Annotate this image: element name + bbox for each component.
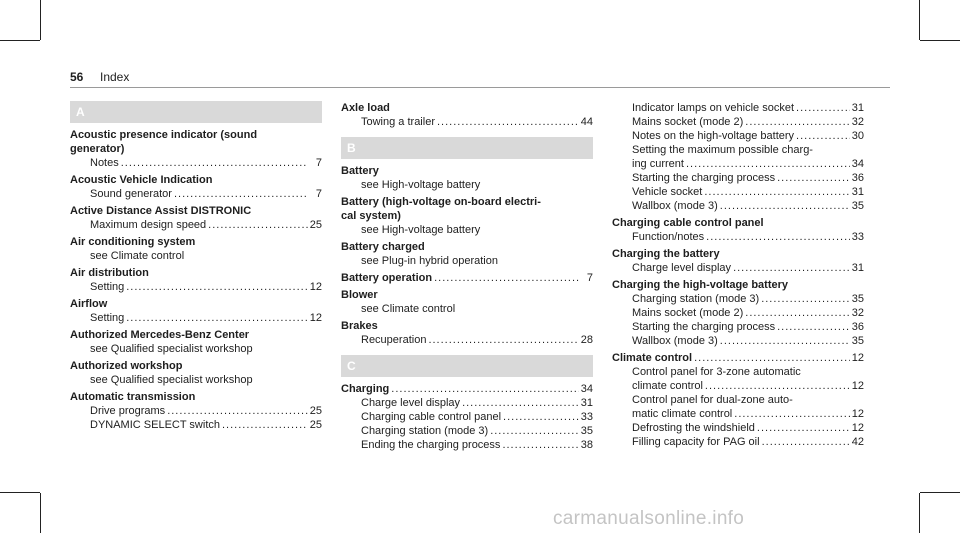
index-subentry: Ending the charging process ..... 38: [341, 438, 593, 452]
letter-heading-b: B: [341, 137, 593, 159]
index-entry-heading: Air distribution: [70, 267, 149, 279]
index-subentry: Charging cable control panel ..... 33: [341, 410, 593, 424]
index-see-reference: see Qualified specialist workshop: [90, 343, 253, 355]
index-subentry: climate control ..... 12: [612, 379, 864, 393]
index-entry-heading: Charging the high-voltage battery: [612, 279, 789, 291]
index-entry-heading: Acoustic presence indicator (sound: [70, 129, 258, 141]
index-see-reference: see Qualified specialist workshop: [90, 374, 253, 386]
index-entry-heading: Charging ..... 34: [341, 382, 593, 396]
index-subentry: Wallbox (mode 3) ..... 35: [612, 199, 864, 213]
index-subentry: ing current ..... 34: [612, 157, 864, 171]
index-entry-heading: Air conditioning system: [70, 236, 196, 248]
index-subentry: Charge level display ..... 31: [341, 396, 593, 410]
index-subentry: Drive programs ..... 25: [70, 404, 322, 418]
index-entry-heading: generator): [70, 143, 125, 155]
index-entry-heading: Authorized workshop: [70, 360, 183, 372]
index-see-reference: see High-voltage battery: [361, 179, 481, 191]
index-subentry: Setting the maximum possible charg-: [632, 144, 813, 156]
index-subentry: Control panel for 3-zone automatic: [632, 366, 801, 378]
watermark: carmanualsonline.info: [553, 508, 745, 529]
crop-mark: [920, 492, 960, 493]
index-subentry: Mains socket (mode 2) ..... 32: [612, 115, 864, 129]
index-subentry: Towing a trailer ..... 44: [341, 115, 593, 129]
index-see-reference: see High-voltage battery: [361, 224, 481, 236]
index-subentry: Charging station (mode 3) ..... 35: [341, 424, 593, 438]
index-entry-heading: Battery charged: [341, 241, 425, 253]
letter-heading-c: C: [341, 355, 593, 377]
header-rule: [70, 87, 890, 88]
index-subentry: Indicator lamps on vehicle socket ..... 31: [612, 101, 864, 115]
index-entry-heading: Battery operation ..... 7: [341, 271, 593, 285]
index-entry-heading: Charging cable control panel: [612, 217, 764, 229]
section-title: Index: [100, 70, 130, 84]
index-subentry: matic climate control ..... 12: [612, 407, 864, 421]
index-column-2: [341, 101, 593, 452]
index-subentry: Starting the charging process ..... 36: [612, 320, 864, 334]
crop-mark: [40, 493, 41, 533]
crop-mark: [919, 0, 920, 40]
index-entry-heading: Acoustic Vehicle Indication: [70, 174, 213, 186]
index-subentry: Starting the charging process ..... 36: [612, 171, 864, 185]
index-column-1: [70, 101, 322, 432]
index-entry-heading: Battery: [341, 165, 379, 177]
index-subentry: Defrosting the windshield ..... 12: [612, 421, 864, 435]
index-entry-heading: Blower: [341, 289, 378, 301]
index-entry-heading: Authorized Mercedes-Benz Center: [70, 329, 250, 341]
index-subentry: Setting ..... 12: [70, 280, 322, 294]
index-subentry: Filling capacity for PAG oil ..... 42: [612, 435, 864, 449]
index-subentry: Wallbox (mode 3) ..... 35: [612, 334, 864, 348]
index-entry-heading: Brakes: [341, 320, 378, 332]
index-entry-heading: cal system): [341, 210, 401, 222]
index-subentry: Charge level display ..... 31: [612, 261, 864, 275]
index-entry-heading: Charging the battery: [612, 248, 720, 260]
index-subentry: DYNAMIC SELECT switch ..... 25: [70, 418, 322, 432]
crop-mark: [0, 40, 40, 41]
index-subentry: Function/notes ..... 33: [612, 230, 864, 244]
index-subentry: Mains socket (mode 2) ..... 32: [612, 306, 864, 320]
crop-mark: [919, 493, 920, 533]
index-subentry: Vehicle socket ..... 31: [612, 185, 864, 199]
crop-mark: [40, 0, 41, 40]
index-see-reference: see Climate control: [361, 303, 456, 315]
index-subentry: Maximum design speed ..... 25: [70, 218, 322, 232]
index-entry-heading: Battery (high-voltage on-board electri-: [341, 196, 541, 208]
index-see-reference: see Climate control: [90, 250, 185, 262]
crop-mark: [920, 40, 960, 41]
page-number: 56: [70, 70, 84, 84]
index-entry-heading: Active Distance Assist DISTRONIC: [70, 205, 252, 217]
index-see-reference: see Plug-in hybrid operation: [361, 255, 498, 267]
crop-mark: [0, 492, 40, 493]
letter-heading-a: A: [70, 101, 322, 123]
index-entry-heading: Automatic transmission: [70, 391, 196, 403]
index-subentry: Notes on the high-voltage battery ..... 30: [612, 129, 864, 143]
index-entry-heading: Axle load: [341, 102, 390, 114]
page-header: [70, 68, 890, 90]
index-subentry: Control panel for dual-zone auto-: [632, 394, 793, 406]
index-subentry: Sound generator ..... 7: [70, 187, 322, 201]
index-subentry: Setting ..... 12: [70, 311, 322, 325]
index-entry-heading: Climate control ..... 12: [612, 351, 864, 365]
index-column-3: [612, 101, 864, 449]
index-subentry: Charging station (mode 3) ..... 35: [612, 292, 864, 306]
index-subentry: Recuperation ..... 28: [341, 333, 593, 347]
index-entry-heading: Airflow: [70, 298, 108, 310]
index-subentry: Notes ..... 7: [70, 156, 322, 170]
